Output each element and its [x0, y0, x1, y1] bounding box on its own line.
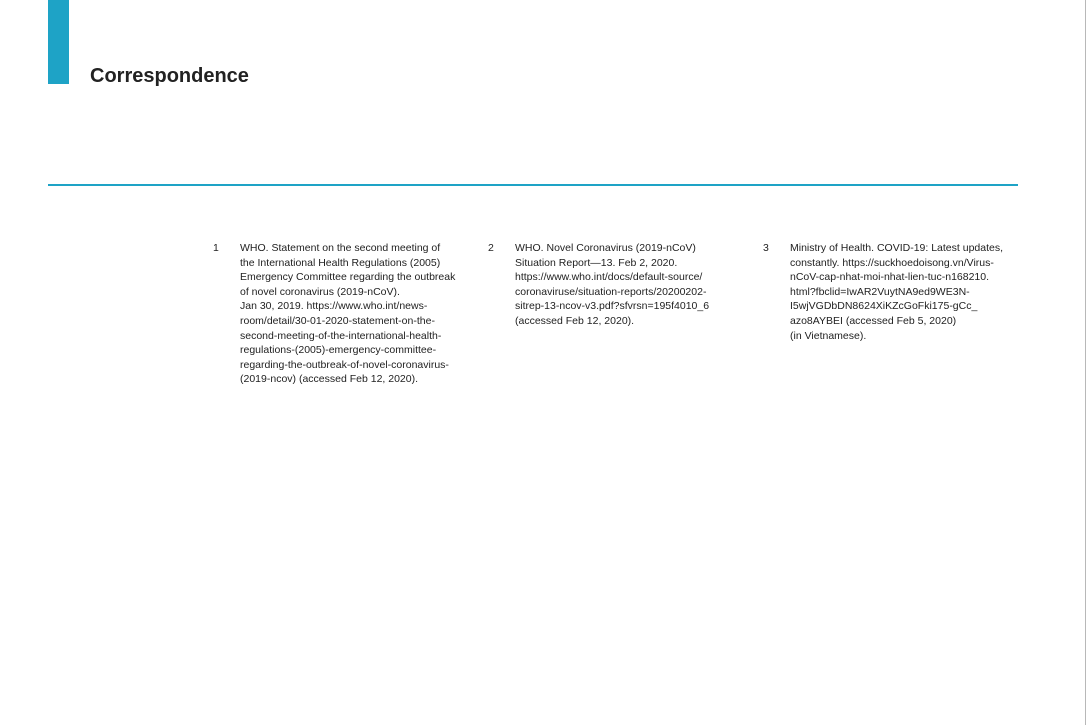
reference-line: room/detail/30-01-2020-statement-on-the-: [240, 314, 435, 327]
reference-line: (accessed Feb 12, 2020).: [515, 314, 635, 327]
reference-line: (in Vietnamese).: [790, 329, 867, 342]
reference-line: Situation Report—13. Feb 2, 2020.: [515, 256, 678, 269]
reference-line: second-meeting-of-the-international-health-: [240, 329, 442, 342]
reference-line: regarding-the-outbreak-of-novel-coronavirus-: [240, 358, 449, 371]
reference-line: the International Health Regulations (2005): [240, 256, 441, 269]
reference-text: [240, 241, 490, 387]
reference-number: 1: [213, 242, 219, 254]
reference-line: of novel coronavirus (2019-nCoV).: [240, 285, 400, 298]
reference-line: Jan 30, 2019. https://www.who.int/news-: [240, 300, 428, 313]
reference-line: regulations-(2005)-emergency-committee-: [240, 344, 437, 357]
reference-line: (2019-ncov) (accessed Feb 12, 2020).: [240, 373, 419, 386]
reference-number: 2: [488, 242, 494, 254]
section-title: Correspondence: [90, 65, 249, 87]
section-accent-bar: [48, 0, 69, 84]
reference-text: [515, 241, 765, 329]
reference-line: constantly. https://suckhoedoisong.vn/Virus-: [790, 256, 994, 269]
reference-line: https://www.who.int/docs/default-source/: [515, 271, 703, 284]
reference-line: Ministry of Health. COVID-19: Latest updates,: [790, 242, 1004, 254]
reference-line: sitrep-13-ncov-v3.pdf?sfvrsn=195f4010_6: [515, 300, 710, 313]
reference-line: I5wjVGDbDN8624XiKZcGoFki175-gCc_: [790, 300, 978, 313]
reference-line: Emergency Committee regarding the outbreak: [240, 271, 456, 284]
reference-line: WHO. Novel Coronavirus (2019-nCoV): [515, 242, 696, 254]
reference-line: azo8AYBEI (accessed Feb 5, 2020): [790, 314, 957, 327]
reference-number: 3: [763, 242, 769, 254]
reference-line: coronaviruse/situation-reports/20200202-: [515, 285, 707, 298]
page-edge: [1085, 0, 1086, 725]
reference-line: WHO. Statement on the second meeting of: [240, 242, 441, 254]
reference-text: [790, 241, 1040, 343]
header-rule: [48, 184, 1018, 186]
reference-line: html?fbclid=IwAR2VuytNA9ed9WE3N-: [790, 285, 970, 298]
reference-line: nCoV-cap-nhat-moi-nhat-lien-tuc-n168210.: [790, 271, 990, 284]
